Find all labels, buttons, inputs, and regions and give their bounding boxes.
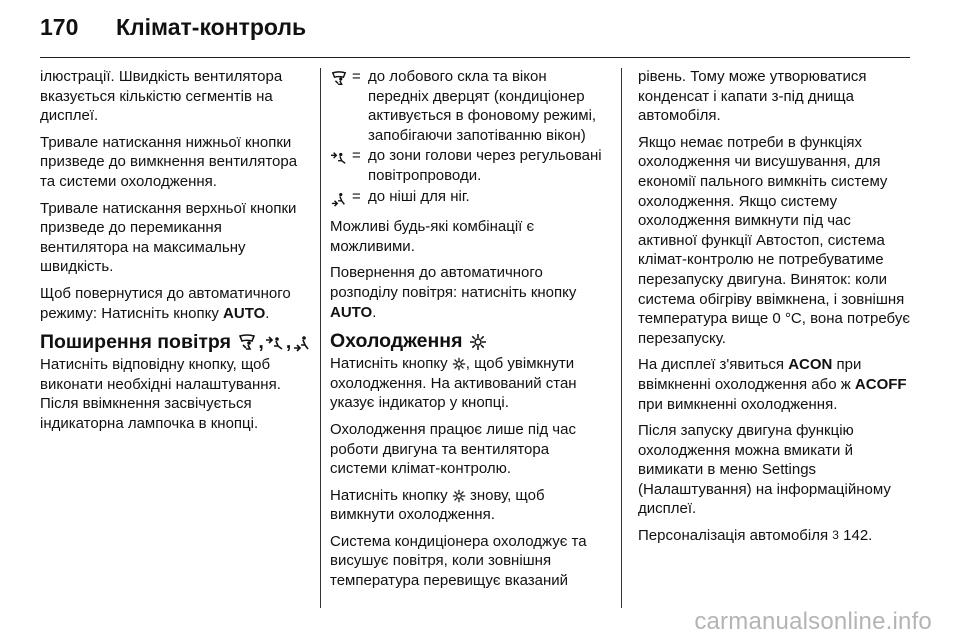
col1-paragraph-1: ілюстрації. Швидкість вентилятора вказується кількістю сегментів на дисплеї. (40, 68, 283, 125)
column-3 (638, 67, 914, 553)
col3-paragraph-4: Після запуску двигуна функцію охолодження можна вмикати й вимикати в меню Settings (Налаштування) на інформаційному дисплеї. (638, 422, 891, 518)
auto-label: AUTO (223, 304, 266, 322)
col1-paragraph-3: Тривале натискання верхньої кнопки призведе до перемикання вентилятора на максимальну швидкість. (40, 199, 297, 276)
snowflake-icon (452, 487, 466, 504)
column-2 (330, 67, 608, 591)
auto-label: AUTO (330, 303, 373, 321)
acon-label: ACON (788, 356, 833, 374)
col3-paragraph-3: На дисплеї з'явиться ACON при ввімкненні охолодження або ж ACOFF при вимкненні охолодження. (638, 356, 907, 413)
watermark: carmanualsonline.info (694, 608, 932, 635)
header-rule (40, 57, 910, 58)
snowflake-icon (452, 355, 466, 372)
section-heading-cooling: Охолодження (330, 330, 608, 353)
definition-head: = до зони голови через регульовані повітропроводи. (330, 146, 608, 185)
snowflake-icon (469, 330, 487, 353)
col1-paragraph-4: Щоб повернутися до автоматичного режиму: Натисніть кнопку AUTO. (40, 284, 291, 322)
column-divider-2 (621, 68, 622, 608)
column-divider-1 (320, 68, 321, 608)
page-number: 170 (40, 14, 79, 40)
page-reference-link[interactable]: 142. (838, 527, 873, 545)
airflow-foot-icon (292, 331, 312, 354)
column-1 (40, 67, 308, 441)
col2-paragraph-1: Можливі будь-які комбінації є можливими. (330, 218, 535, 255)
col2-paragraph-3: Натисніть кнопку , щоб увімкнути охолодження. На активований стан указує індикатор у кнопці. (330, 355, 577, 412)
airflow-head-icon (265, 331, 285, 354)
col2-paragraph-6: Система кондиціонера охолоджує та висушує повітря, коли зовнішня температура перевищує вказаний (330, 532, 587, 590)
col2-paragraph-2: Повернення до автоматичного розподілу повітря: натисніть кнопку AUTO. (330, 264, 577, 321)
section-heading-air-distribution: Поширення повітря , , (40, 331, 308, 354)
airflow-foot-icon (330, 187, 352, 209)
col3-paragraph-2: Якщо немає потреби в функціях охолодження чи висушування, для економії пального вимкніть систему охолодження. Якщо систему охолодження вимкнути під час активної функції Автостоп, система клімат-контролю не потребуватиме перезапуску двигуна. Виняток: коли система обігріву ввімкнена, і зовнішня температура вище 0 °C, вона потребує перезапуску. (638, 133, 910, 347)
definition-windscreen: = до лобового скла та вікон передніх дверцят (кондиціонер активується в фоновому режимі, запобігаючи запотіванню вікон) (330, 67, 608, 145)
definition-foot: = до ніші для ніг. (330, 187, 608, 209)
page-title: Клімат-контроль (116, 14, 307, 40)
col3-paragraph-5: Персоналізація автомобіля 3 142. (638, 527, 873, 545)
page-reference-icon: 3 (832, 528, 839, 543)
airflow-windscreen-icon (330, 67, 352, 145)
col2-paragraph-4: Охолодження працює лише під час роботи двигуна та вентилятора системи клімат-контролю. (330, 420, 576, 478)
acoff-label: ACOFF (854, 375, 907, 393)
col1-paragraph-5: Натисніть відповідну кнопку, щоб виконати необхідні налаштування. Після ввімкнення засвічується індикаторна лампочка в кнопці. (40, 356, 281, 432)
airflow-head-icon (330, 146, 352, 185)
airflow-windscreen-icon (237, 331, 257, 354)
col3-paragraph-1: рівень. Тому може утворюватися конденсат і капати з-під днища автомобіля. (638, 68, 867, 125)
col2-paragraph-5: Натисніть кнопку знову, щоб вимкнути охолодження. (330, 486, 545, 524)
col1-paragraph-2: Тривале натискання нижньої кнопки призведе до вимкнення вентилятора та системи охолодження. (40, 133, 298, 190)
